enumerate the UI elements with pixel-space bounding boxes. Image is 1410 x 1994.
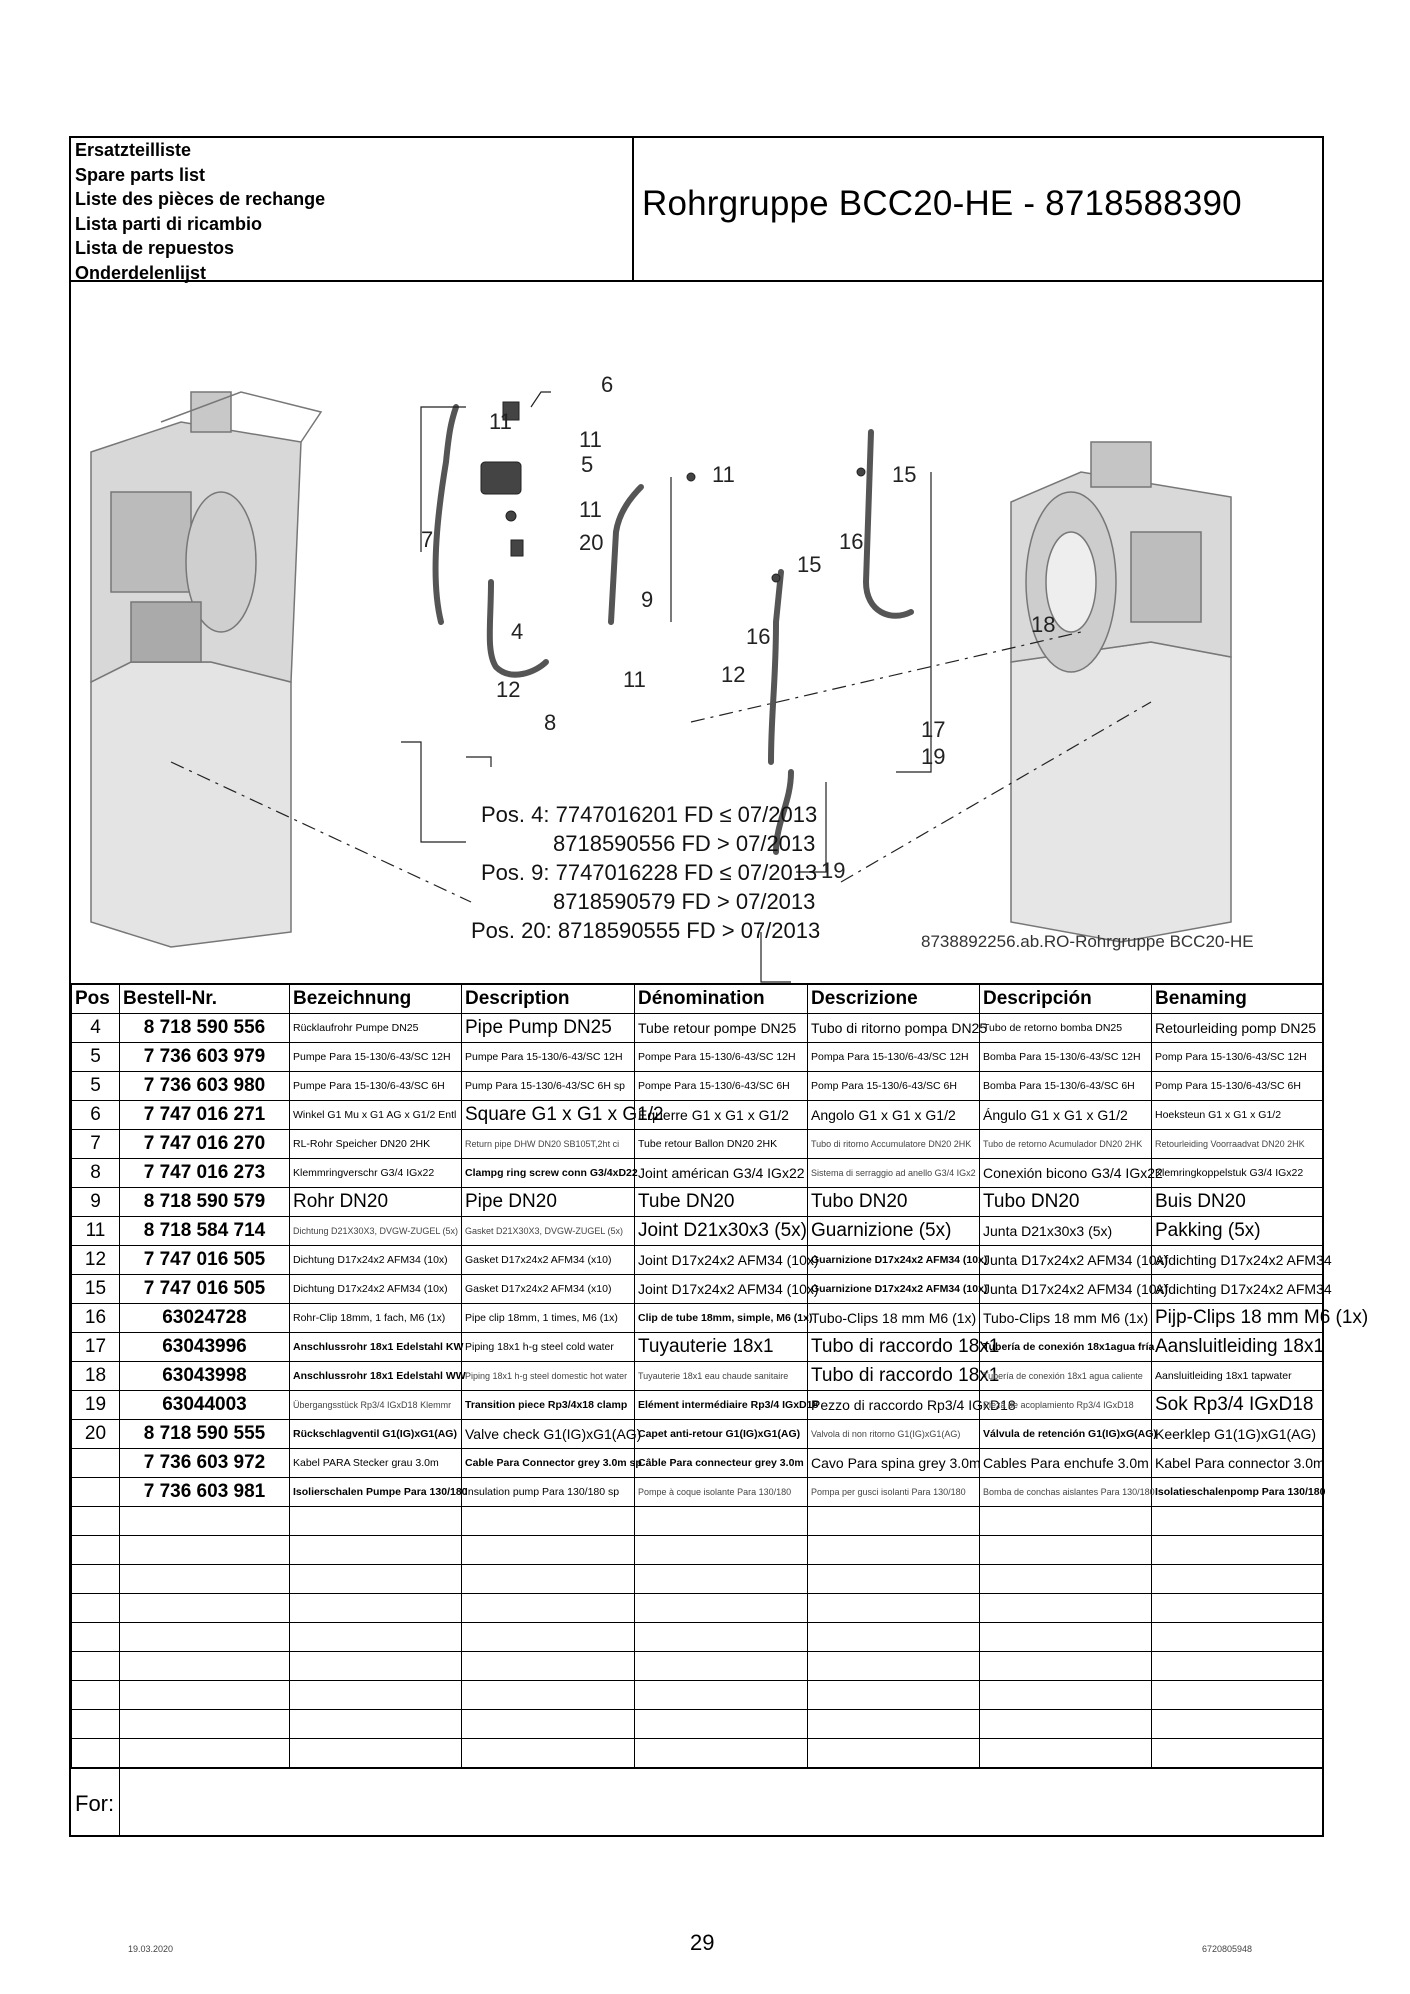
cell-fr: Tuyauterie 18x1 eau chaude sanitaire <box>635 1362 808 1391</box>
cell-fr: Clip de tube 18mm, simple, M6 (1x) <box>635 1304 808 1333</box>
page-number: 29 <box>690 1930 715 1955</box>
col-es: Descripción <box>980 984 1152 1014</box>
cell-de: Übergangsstück Rp3/4 IGxD18 Klemmr <box>290 1391 462 1420</box>
callout: 11 <box>623 667 646 692</box>
callout: 12 <box>721 662 746 687</box>
cell-de: Rohr DN20 <box>290 1188 462 1217</box>
lang-en: Spare parts list <box>75 164 206 185</box>
callout: 11 <box>579 497 602 522</box>
cell-es: Tubo-Clips 18 mm M6 (1x) <box>980 1304 1152 1333</box>
cell-fr: Joint américan G3/4 IGx22 <box>635 1159 808 1188</box>
lang-de: Ersatzteilliste <box>75 140 192 160</box>
boiler-left-illustration <box>91 392 321 947</box>
cell-fr: Pompe Para 15-130/6-43/SC 12H <box>635 1043 808 1072</box>
cell-order-nr: 63044003 <box>120 1391 290 1420</box>
cell-order-nr: 63043996 <box>120 1333 290 1362</box>
for-divider <box>119 1769 120 1836</box>
cell-en: Gasket D17x24x2 AFM34 (x10) <box>462 1246 635 1275</box>
cell-pos: 9 <box>72 1188 120 1217</box>
cell-de: Kabel PARA Stecker grau 3.0m <box>290 1449 462 1478</box>
cell-order-nr: 8 718 584 714 <box>120 1217 290 1246</box>
cell-it: Pompa Para 15-130/6-43/SC 12H <box>808 1043 980 1072</box>
table-row <box>72 1275 1323 1304</box>
cell-es: Junta D21x30x3 (5x) <box>980 1217 1152 1246</box>
cell-pos: 12 <box>72 1246 120 1275</box>
table-row <box>72 1217 1323 1246</box>
lang-fr: Liste des pièces de rechange <box>75 189 326 209</box>
cell-it: Guarnizione (5x) <box>808 1217 980 1246</box>
cell-order-nr: 7 736 603 981 <box>120 1478 290 1507</box>
callout: 11 <box>579 427 602 452</box>
cell-de: Dichtung D17x24x2 AFM34 (10x) <box>290 1246 462 1275</box>
footer-date: 19.03.2020 <box>128 1944 174 1954</box>
table-row <box>72 1333 1323 1362</box>
cell-en: Piping 18x1 h-g steel cold water <box>462 1333 635 1362</box>
table-row <box>72 1014 1323 1043</box>
pipe-9 <box>611 487 641 622</box>
cell-fr: Joint D17x24x2 AFM34 (10x) <box>635 1275 808 1304</box>
cell-nl: Keerklep G1(1G)xG1(AG) <box>1152 1420 1323 1449</box>
lang-es: Lista de repuestos <box>75 238 235 258</box>
parts-table <box>71 983 1369 1768</box>
cell-pos <box>72 1478 120 1507</box>
cell-nl: Klemringkoppelstuk G3/4 IGx22 <box>1152 1159 1323 1188</box>
cell-fr: Tube DN20 <box>635 1188 808 1217</box>
cell-es: Tubo de retorno bomba DN25 <box>980 1014 1152 1043</box>
position-notes <box>471 802 820 943</box>
cell-en: Pump Para 15-130/6-43/SC 6H sp <box>462 1072 635 1101</box>
cell-order-nr: 8 718 590 579 <box>120 1188 290 1217</box>
cell-pos <box>72 1449 120 1478</box>
callout: 18 <box>1031 612 1056 637</box>
cell-en: Insulation pump Para 130/180 sp <box>462 1478 635 1507</box>
cell-it: Guarnizione D17x24x2 AFM34 (10x) <box>808 1246 980 1275</box>
cell-it: Pompa per gusci isolanti Para 130/180 <box>808 1478 980 1507</box>
pipe-7 <box>436 407 456 622</box>
cell-nl: Pomp Para 15-130/6-43/SC 12H <box>1152 1043 1323 1072</box>
table-row <box>72 1246 1323 1275</box>
page-title: Rohrgruppe BCC20-HE - 8718588390 <box>642 184 1242 223</box>
cell-order-nr: 7 747 016 273 <box>120 1159 290 1188</box>
language-list <box>71 138 634 282</box>
cell-it: Valvola di non ritorno G1(IG)xG1(AG) <box>808 1420 980 1449</box>
cell-de: Rücklaufrohr Pumpe DN25 <box>290 1014 462 1043</box>
table-row <box>72 1101 1323 1130</box>
callout: 5 <box>581 452 594 477</box>
table-row-empty <box>72 1652 1323 1681</box>
cell-de: Pumpe Para 15-130/6-43/SC 12H <box>290 1043 462 1072</box>
cell-en: Transition piece Rp3/4x18 clamp <box>462 1391 635 1420</box>
cell-es: Bomba Para 15-130/6-43/SC 6H <box>980 1072 1152 1101</box>
cell-de: Klemmringverschr G3/4 IGx22 <box>290 1159 462 1188</box>
cell-en: Pipe DN20 <box>462 1188 635 1217</box>
cell-fr: Joint D21x30x3 (5x) <box>635 1217 808 1246</box>
table-row <box>72 1304 1323 1333</box>
cell-it: Tubo-Clips 18 mm M6 (1x) <box>808 1304 980 1333</box>
cell-it: Tubo di raccordo 18x1 <box>808 1362 980 1391</box>
callout: 15 <box>892 462 917 487</box>
col-order-nr: Bestell-Nr. <box>120 984 290 1014</box>
cell-pos: 17 <box>72 1333 120 1362</box>
cell-it: Tubo di ritorno Accumulatore DN20 2HK <box>808 1130 980 1159</box>
cell-nl: Buis DN20 <box>1152 1188 1323 1217</box>
cell-es: Tubo DN20 <box>980 1188 1152 1217</box>
cell-order-nr: 7 736 603 972 <box>120 1449 290 1478</box>
table-row <box>72 1391 1323 1420</box>
for-label: For: <box>75 1791 115 1816</box>
title-box <box>634 138 1322 282</box>
col-pos: Pos <box>72 984 120 1014</box>
cell-es: Tubería de conexión 18x1 agua caliente <box>980 1362 1152 1391</box>
cell-en: Pipe Pump DN25 <box>462 1014 635 1043</box>
cell-order-nr: 63024728 <box>120 1304 290 1333</box>
table-row-empty <box>72 1536 1323 1565</box>
cell-pos: 16 <box>72 1304 120 1333</box>
cell-pos: 6 <box>72 1101 120 1130</box>
table-row <box>72 1072 1323 1101</box>
cell-nl: Pomp Para 15-130/6-43/SC 6H <box>1152 1072 1323 1101</box>
cell-nl: Retourleiding Voorraadvat DN20 2HK <box>1152 1130 1323 1159</box>
gasket-11 <box>506 511 516 521</box>
callout: 16 <box>746 624 771 649</box>
cell-fr: Câble Para connecteur grey 3.0m <box>635 1449 808 1478</box>
cell-nl: Afdichting D17x24x2 AFM34 <box>1152 1246 1323 1275</box>
cell-es: Junta D17x24x2 AFM34 (10x) <box>980 1275 1152 1304</box>
callout: 19 <box>821 858 846 883</box>
col-en: Description <box>462 984 635 1014</box>
table-row <box>72 1159 1323 1188</box>
pos-note-9a: Pos. 9: 7747016228 FD ≤ 07/2013 <box>481 860 818 885</box>
cell-de: Isolierschalen Pumpe Para 130/180 <box>290 1478 462 1507</box>
callout: 15 <box>797 552 822 577</box>
callout: 7 <box>421 527 434 552</box>
table-row <box>72 1130 1323 1159</box>
valve-20 <box>511 540 523 556</box>
pos-note-20: Pos. 20: 8718590555 FD > 07/2013 <box>471 918 821 943</box>
table-row-empty <box>72 1623 1323 1652</box>
cell-es: Conexión bicono G3/4 IGx22 <box>980 1159 1152 1188</box>
table-row <box>72 1449 1323 1478</box>
cell-en: Piping 18x1 h-g steel domestic hot water <box>462 1362 635 1391</box>
col-it: Descrizione <box>808 984 980 1014</box>
cell-it: Tubo di ritorno pompa DN25 <box>808 1014 980 1043</box>
cell-de: Winkel G1 Mu x G1 AG x G1/2 Entl <box>290 1101 462 1130</box>
pipe-18 <box>866 432 911 616</box>
cell-fr: Tuyauterie 18x1 <box>635 1333 808 1362</box>
callout: 12 <box>496 677 521 702</box>
pump-5 <box>481 462 521 494</box>
cell-de: Dichtung D17x24x2 AFM34 (10x) <box>290 1275 462 1304</box>
cell-es: Cables Para enchufe 3.0m <box>980 1449 1152 1478</box>
callout: 11 <box>489 409 512 434</box>
for-row <box>71 1768 1322 1836</box>
cell-en: Gasket D17x24x2 AFM34 (x10) <box>462 1275 635 1304</box>
cell-en: Pumpe Para 15-130/6-43/SC 12H <box>462 1043 635 1072</box>
cell-it: Sistema di serraggio ad anello G3/4 IGx2 <box>808 1159 980 1188</box>
cell-de: Rückschlagventil G1(IG)xG1(AG) <box>290 1420 462 1449</box>
exploded-diagram <box>71 282 1322 982</box>
cell-pos: 4 <box>72 1014 120 1043</box>
lang-it: Lista parti di ricambio <box>75 213 263 234</box>
cell-it: Tubo DN20 <box>808 1188 980 1217</box>
table-row <box>72 1478 1323 1507</box>
cell-pos: 15 <box>72 1275 120 1304</box>
callout: 4 <box>511 619 524 644</box>
callout: 6 <box>601 372 614 397</box>
cell-de: Rohr-Clip 18mm, 1 fach, M6 (1x) <box>290 1304 462 1333</box>
cell-nl: Kabel Para connector 3.0m <box>1152 1449 1323 1478</box>
cell-fr: Tube retour pompe DN25 <box>635 1014 808 1043</box>
cell-order-nr: 7 747 016 505 <box>120 1275 290 1304</box>
table-row-empty <box>72 1507 1323 1536</box>
cell-es: Tubería de conexión 18x1agua fría <box>980 1333 1152 1362</box>
callout: 9 <box>641 587 654 612</box>
cell-nl: Hoeksteun G1 x G1 x G1/2 <box>1152 1101 1323 1130</box>
boiler-right-illustration <box>1011 442 1231 942</box>
cell-order-nr: 63043998 <box>120 1362 290 1391</box>
table-row-empty <box>72 1565 1323 1594</box>
cell-order-nr: 8 718 590 555 <box>120 1420 290 1449</box>
cell-pos: 20 <box>72 1420 120 1449</box>
cell-fr: Capet anti-retour G1(IG)xG1(AG) <box>635 1420 808 1449</box>
col-de: Bezeichnung <box>290 984 462 1014</box>
cell-it: Guarnizione D17x24x2 AFM34 (10x) <box>808 1275 980 1304</box>
cell-de: Dichtung D21X30X3, DVGW-ZUGEL (5x) <box>290 1217 462 1246</box>
cell-nl: Pijp-Clips 18 mm M6 (1x) <box>1152 1304 1323 1333</box>
callout: 20 <box>579 530 604 555</box>
cell-de: RL-Rohr Speicher DN20 2HK <box>290 1130 462 1159</box>
cell-fr: Pompe à coque isolante Para 130/180 <box>635 1478 808 1507</box>
cell-de: Anschlussrohr 18x1 Edelstahl WW <box>290 1362 462 1391</box>
col-nl: Benaming <box>1152 984 1323 1014</box>
pos-note-4b: 8718590556 FD > 07/2013 <box>553 831 816 856</box>
pos-note-9b: 8718590579 FD > 07/2013 <box>553 889 816 914</box>
pipe-17 <box>771 572 781 762</box>
table-row-empty <box>72 1681 1323 1710</box>
cell-es: Bomba Para 15-130/6-43/SC 12H <box>980 1043 1152 1072</box>
callout: 17 <box>921 717 946 742</box>
diagram-svg <box>71 282 1322 982</box>
cell-it: Pezzo di raccordo Rp3/4 IGxD18 <box>808 1391 980 1420</box>
page-frame <box>69 136 1369 1837</box>
cell-es: Ángulo G1 x G1 x G1/2 <box>980 1101 1152 1130</box>
cell-it: Cavo Para spina grey 3.0m <box>808 1449 980 1478</box>
cell-en: Pipe clip 18mm, 1 times, M6 (1x) <box>462 1304 635 1333</box>
cell-nl: Pakking (5x) <box>1152 1217 1323 1246</box>
cell-pos: 7 <box>72 1130 120 1159</box>
table-row <box>72 1188 1323 1217</box>
cell-es: Pieza de acoplamiento Rp3/4 IGxD18 <box>980 1391 1152 1420</box>
cell-nl: Sok Rp3/4 IGxD18 <box>1152 1391 1323 1420</box>
table-row-empty <box>72 1710 1323 1739</box>
cell-es: Bomba de conchas aislantes Para 130/180 <box>980 1478 1152 1507</box>
cell-order-nr: 7 747 016 505 <box>120 1246 290 1275</box>
cell-nl: Isolatieschalenpomp Para 130/180 <box>1152 1478 1323 1507</box>
callout: 19 <box>921 744 946 769</box>
cell-en: Gasket D21X30X3, DVGW-ZUGEL (5x) <box>462 1217 635 1246</box>
cell-es: Válvula de retención G1(IG)xG(AG) <box>980 1420 1152 1449</box>
cell-fr: Elément intermédiaire Rp3/4 IGxD18 <box>635 1391 808 1420</box>
cell-pos: 19 <box>72 1391 120 1420</box>
table-row <box>72 1420 1323 1449</box>
cell-nl: Aansluitleiding 18x1 tapwater <box>1152 1362 1323 1391</box>
col-fr: Dénomination <box>635 984 808 1014</box>
cell-en: Valve check G1(IG)xG1(AG) <box>462 1420 635 1449</box>
cell-fr: Equerre G1 x G1 x G1/2 <box>635 1101 808 1130</box>
table-row <box>72 1362 1323 1391</box>
cell-order-nr: 7 736 603 979 <box>120 1043 290 1072</box>
callout: 8 <box>544 710 557 735</box>
table-header-row <box>72 984 1323 1014</box>
cell-en: Clampg ring screw conn G3/4xD22 <box>462 1159 635 1188</box>
pos-note-4a: Pos. 4: 7747016201 FD ≤ 07/2013 <box>481 802 818 827</box>
cell-pos: 18 <box>72 1362 120 1391</box>
cell-nl: Retourleiding pomp DN25 <box>1152 1014 1323 1043</box>
cell-de: Anschlussrohr 18x1 Edelstahl KW <box>290 1333 462 1362</box>
cell-pos: 11 <box>72 1217 120 1246</box>
cell-nl: Afdichting D17x24x2 AFM34 <box>1152 1275 1323 1304</box>
cell-en: Cable Para Connector grey 3.0m sp <box>462 1449 635 1478</box>
cell-it: Tubo di raccordo 18x1 <box>808 1333 980 1362</box>
cell-fr: Joint D17x24x2 AFM34 (10x) <box>635 1246 808 1275</box>
cell-it: Angolo G1 x G1 x G1/2 <box>808 1101 980 1130</box>
table-row-empty <box>72 1739 1323 1768</box>
callout: 16 <box>839 529 864 554</box>
cell-es: Junta D17x24x2 AFM34 (10x) <box>980 1246 1152 1275</box>
cell-nl: Aansluitleiding 18x1 <box>1152 1333 1323 1362</box>
cell-it: Pomp Para 15-130/6-43/SC 6H <box>808 1072 980 1101</box>
cell-fr: Tube retour Ballon DN20 2HK <box>635 1130 808 1159</box>
cell-en: Return pipe DHW DN20 SB105T,2ht ci <box>462 1130 635 1159</box>
cell-order-nr: 7 747 016 271 <box>120 1101 290 1130</box>
cell-en: Square G1 x G1 x G1/2 <box>462 1101 635 1130</box>
cell-de: Pumpe Para 15-130/6-43/SC 6H <box>290 1072 462 1101</box>
cell-pos: 8 <box>72 1159 120 1188</box>
footer-doc-code: 6720805948 <box>1202 1944 1253 1954</box>
callout: 11 <box>712 462 735 487</box>
cell-fr: Pompe Para 15-130/6-43/SC 6H <box>635 1072 808 1101</box>
table-row-empty <box>72 1594 1323 1623</box>
cell-pos: 5 <box>72 1072 120 1101</box>
lang-nl: Onderdelenlijst <box>75 262 207 283</box>
diagram-reference: 8738892256.ab.RO-Rohrgruppe BCC20-HE <box>921 932 1254 951</box>
cell-es: Tubo de retorno Acumulador DN20 2HK <box>980 1130 1152 1159</box>
cell-order-nr: 8 718 590 556 <box>120 1014 290 1043</box>
cell-pos: 5 <box>72 1043 120 1072</box>
table-row <box>72 1043 1323 1072</box>
cell-order-nr: 7 736 603 980 <box>120 1072 290 1101</box>
cell-order-nr: 7 747 016 270 <box>120 1130 290 1159</box>
